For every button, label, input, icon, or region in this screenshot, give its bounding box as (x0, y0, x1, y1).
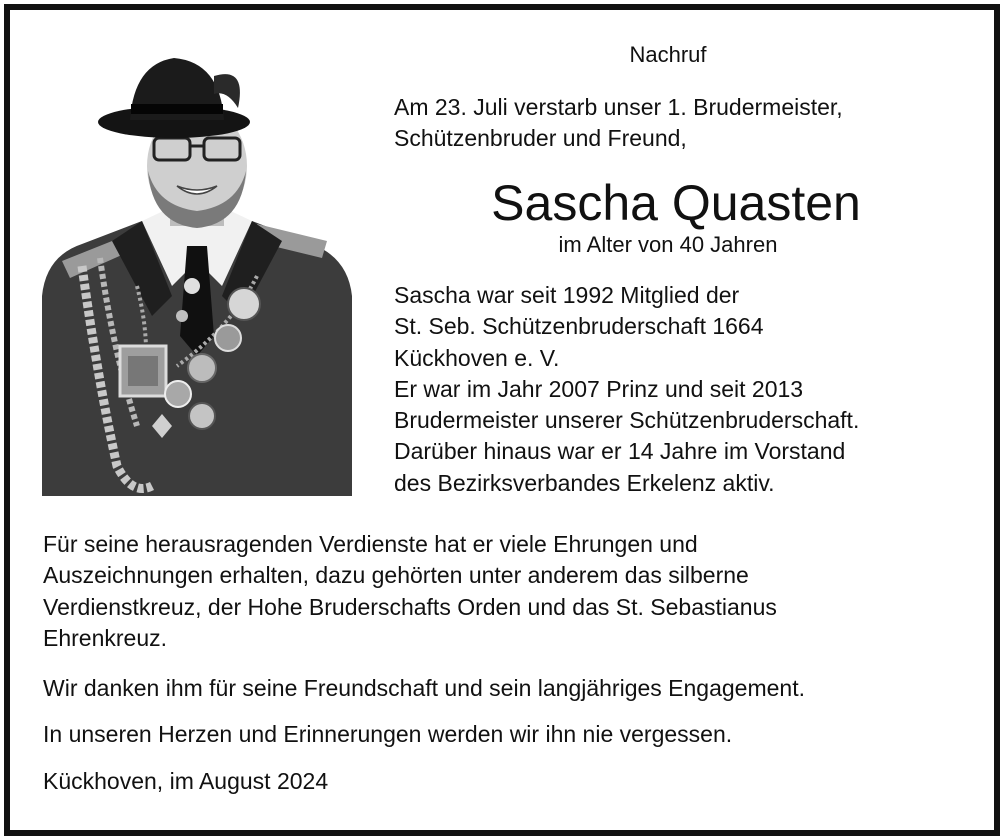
intro-text (394, 92, 843, 154)
obituary-heading: Nachruf (629, 42, 707, 67)
place-date: Kückhoven, im August 2024 (43, 768, 329, 794)
deceased-name: Sascha Quasten (491, 175, 861, 231)
intro-line: Am 23. Juli verstarb unser 1. Brudermeister, (394, 94, 843, 120)
age-line: im Alter von 40 Jahren (558, 232, 778, 257)
honors-line: Verdienstkreuz, der Hohe Bruderschafts Orden und das St. Sebastianus (43, 593, 777, 620)
honors-line: Ehrenkreuz. (43, 624, 168, 651)
bio-line: Kückhoven e. V. (394, 344, 560, 371)
honors-paragraph (43, 529, 777, 654)
honors-line: Auszeichnungen erhalten, dazu gehörten unter anderem das silberne (43, 562, 749, 589)
bio-line: Darüber hinaus war er 14 Jahre im Vorstand (394, 438, 846, 465)
memory-paragraph: In unseren Herzen und Erinnerungen werden wir ihn nie vergessen. (43, 721, 733, 747)
bio-line: St. Seb. Schützenbruderschaft 1664 (394, 313, 764, 340)
bio-line: Brudermeister unserer Schützenbruderschaft. (394, 407, 860, 434)
bio-line: des Bezirksverbandes Erkelenz aktiv. (394, 469, 775, 496)
biography-text (394, 280, 859, 499)
thanks-paragraph: Wir danken ihm für seine Freundschaft und sein langjähriges Engagement. (43, 675, 805, 701)
bio-line: Sascha war seit 1992 Mitglied der (394, 282, 740, 308)
portrait-photo (42, 46, 352, 496)
intro-line: Schützenbruder und Freund, (394, 125, 687, 151)
medal (228, 288, 260, 320)
bio-line: Er war im Jahr 2007 Prinz und seit 2013 (394, 375, 804, 402)
honors-line: Für seine herausragenden Verdienste hat er viele Ehrungen und (43, 531, 698, 557)
